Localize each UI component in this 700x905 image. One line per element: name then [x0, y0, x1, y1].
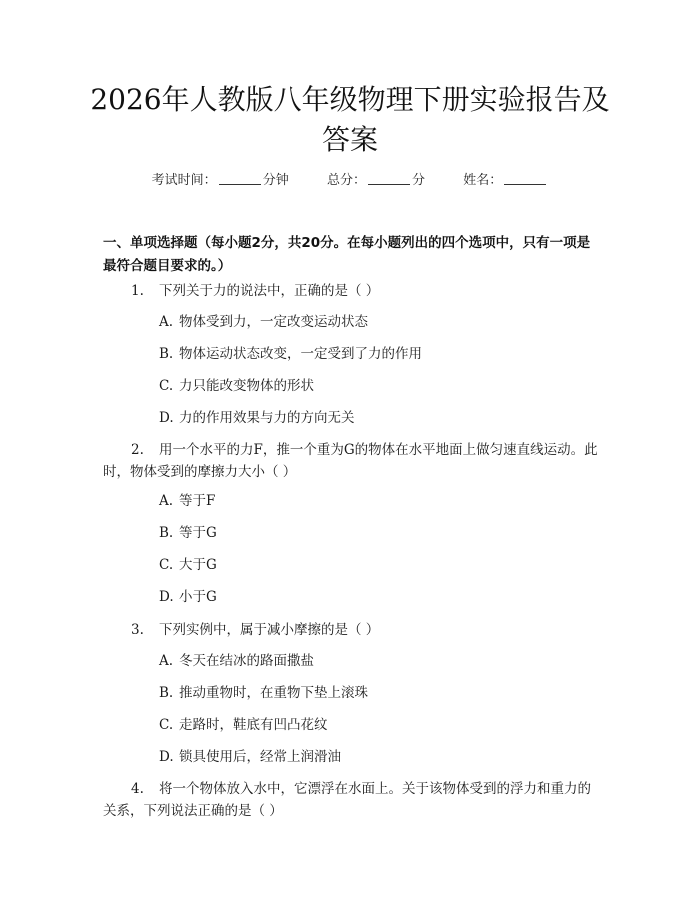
option-2b: [159, 523, 599, 543]
question-text: 下列实例中，属于减小摩擦的是（ ）: [159, 622, 380, 638]
option-letter: A.: [159, 314, 174, 330]
question-4: [103, 778, 603, 822]
exam-meta: [0, 169, 700, 188]
option-3c: [159, 715, 599, 735]
option-text: 等于F: [179, 493, 216, 509]
option-letter: B.: [159, 685, 174, 701]
question-number: 1.: [131, 283, 144, 299]
total-score-blank: [368, 171, 410, 185]
option-1d: [159, 408, 599, 428]
question-text: 用一个水平的力F，推一个重为G的物体在水平地面上做匀速直线运动。此时，物体受到的摩擦力大小（ ）: [103, 442, 598, 480]
total-score-unit: 分: [412, 173, 426, 188]
option-text: 大于G: [179, 557, 217, 573]
option-text: 等于G: [179, 525, 217, 541]
name-blank: [504, 171, 546, 185]
option-letter: B.: [159, 525, 174, 541]
question-text: 将一个物体放入水中，它漂浮在水面上。关于该物体受到的浮力和重力的关系，下列说法正确的是（ ）: [103, 781, 591, 819]
option-letter: A.: [159, 653, 174, 669]
option-2a: [159, 491, 599, 511]
exam-time-blank: [219, 171, 261, 185]
option-letter: D.: [159, 410, 174, 426]
option-letter: D.: [159, 749, 174, 765]
option-text: 冬天在结冰的路面撒盐: [179, 653, 314, 669]
option-text: 走路时，鞋底有凹凸花纹: [179, 717, 328, 733]
name-label: 姓名：: [463, 173, 503, 188]
question-1: [103, 280, 603, 302]
total-score-field: [327, 169, 425, 188]
option-1b: [159, 344, 599, 364]
total-score-label: 总分：: [326, 173, 366, 188]
option-letter: C.: [159, 378, 174, 394]
option-2c: [159, 555, 599, 575]
option-text: 力只能改变物体的形状: [179, 378, 314, 394]
option-text: 小于G: [179, 589, 217, 605]
option-letter: B.: [159, 346, 174, 362]
option-1c: [159, 376, 599, 396]
question-number: 3.: [131, 622, 144, 638]
option-letter: C.: [159, 717, 174, 733]
option-text: 锁具使用后，经常上润滑油: [179, 749, 341, 765]
option-1a: [159, 312, 599, 332]
option-letter: D.: [159, 589, 174, 605]
option-3b: [159, 683, 599, 703]
option-text: 物体受到力，一定改变运动状态: [179, 314, 368, 330]
question-2: [103, 439, 603, 483]
question-number: 4.: [131, 781, 144, 797]
exam-time-unit: 分钟: [262, 173, 289, 188]
name-field: [463, 169, 548, 188]
question-text: 下列关于力的说法中，正确的是（ ）: [159, 283, 380, 299]
exam-time-label: 考试时间：: [151, 173, 217, 188]
page-title: 2026年人教版八年级物理下册实验报告及答案: [90, 83, 610, 156]
option-text: 推动重物时，在重物下垫上滚珠: [179, 685, 368, 701]
option-text: 力的作用效果与力的方向无关: [179, 410, 355, 426]
option-2d: [159, 587, 599, 607]
exam-time-field: [152, 169, 289, 188]
option-letter: A.: [159, 493, 174, 509]
section-heading: 一、单项选择题（每小题2分，共20分。在每小题列出的四个选项中，只有一项是最符合题目要求的。）: [103, 235, 591, 274]
option-3a: [159, 651, 599, 671]
option-text: 物体运动状态改变，一定受到了力的作用: [179, 346, 422, 362]
option-letter: C.: [159, 557, 174, 573]
question-number: 2.: [131, 442, 144, 458]
question-3: [103, 619, 603, 641]
option-3d: [159, 747, 599, 767]
